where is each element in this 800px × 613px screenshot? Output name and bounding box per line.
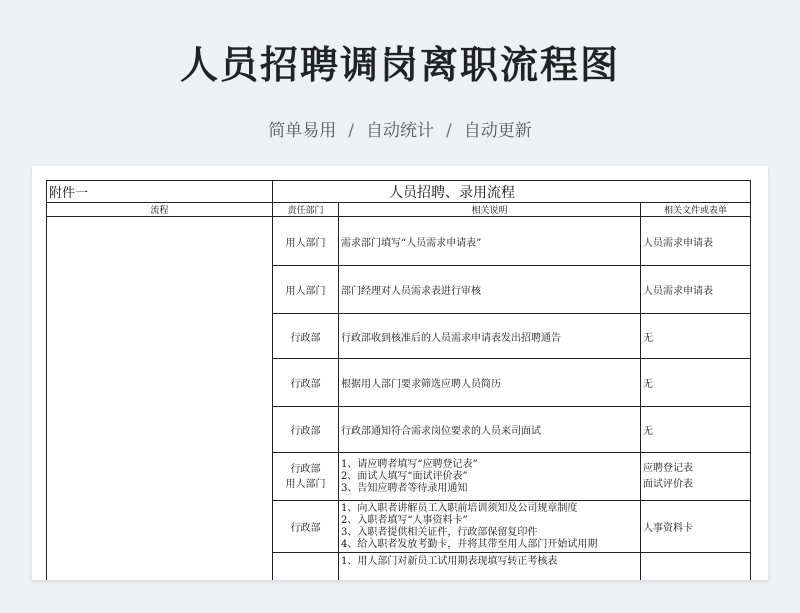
documents-cell: 人员需求申请表: [641, 217, 751, 266]
department-cell: 行政部: [273, 359, 339, 407]
description-cell: 行政部通知符合需求岗位要求的人员来司面试: [339, 407, 641, 453]
description-line: 3、告知应聘者等待录用通知: [341, 482, 468, 494]
description-line: 2、入职者填写“人事资料卡”: [341, 514, 468, 526]
table-row: [47, 217, 751, 266]
column-header-description: 相关说明: [339, 203, 641, 217]
subtitle: [0, 116, 800, 141]
spreadsheet-preview: [32, 166, 768, 580]
column-header-process: 流程: [47, 203, 273, 217]
documents-cell: [641, 553, 751, 581]
description-cell: [339, 501, 641, 553]
department-cell: 用人部门: [273, 217, 339, 266]
department-cell: [273, 453, 339, 501]
description-cell: [339, 553, 641, 581]
description-line: 1、向入职者讲解员工入职前培训须知及公司规章制度: [341, 502, 578, 514]
description-cell: 行政部收到核准后的人员需求申请表发出招聘通告: [339, 314, 641, 359]
subtitle-item-auto-update: 自动更新: [463, 121, 532, 141]
department-cell: 用人部门: [273, 266, 339, 314]
department-cell: 行政部: [273, 407, 339, 453]
description-cell: 部门经理对人员需求表进行审核: [339, 266, 641, 314]
description-cell: 需求部门填写“人员需求申请表”: [339, 217, 641, 266]
description-line: 2、面试人填写“面试评价表”: [341, 470, 468, 482]
annex-label: 附件一: [47, 181, 273, 203]
description-line: 1、用人部门对新员工试用期表现填写转正考核表: [341, 556, 558, 567]
documents-cell: 人事资料卡: [641, 501, 751, 553]
description-line: 3、入职者提供相关证件，行政部保留复印件: [341, 526, 538, 538]
description-cell: 根据用人部门要求筛选应聘人员简历: [339, 359, 641, 407]
document-line: 应聘登记表: [643, 462, 693, 474]
subtitle-separator: /: [348, 121, 354, 141]
description-line: 4、给入职者发放考勤卡，并将其带至用人部门开始试用期: [341, 538, 598, 550]
table-header-row: [47, 203, 751, 217]
subtitle-separator: /: [446, 121, 452, 141]
description-line: 1、请应聘者填写“应聘登记表”: [341, 458, 478, 470]
page-title: 人员招聘调岗离职流程图: [179, 43, 620, 87]
process-table: [46, 180, 751, 580]
column-header-documents: 相关文件或表单: [641, 203, 751, 217]
documents-cell: 人员需求申请表: [641, 266, 751, 314]
department-cell: 行政部: [273, 314, 339, 359]
column-header-department: 责任部门: [273, 203, 339, 217]
flowchart-area: [47, 217, 273, 581]
department-cell: [273, 553, 339, 581]
description-cell: [339, 453, 641, 501]
table-title: 人员招聘、录用流程: [273, 181, 751, 203]
department-line: 用人部门: [285, 478, 326, 490]
department-line: 行政部: [290, 463, 321, 475]
subtitle-item-easy: 简单易用: [268, 121, 337, 141]
documents-cell: 无: [641, 314, 751, 359]
table-title-row: [47, 181, 751, 203]
documents-cell: 无: [641, 359, 751, 407]
subtitle-item-auto-stat: 自动统计: [366, 121, 434, 141]
documents-cell: 无: [641, 407, 751, 453]
documents-cell: [641, 453, 751, 501]
department-cell: 行政部: [273, 501, 339, 553]
document-line: 面试评价表: [643, 478, 693, 490]
